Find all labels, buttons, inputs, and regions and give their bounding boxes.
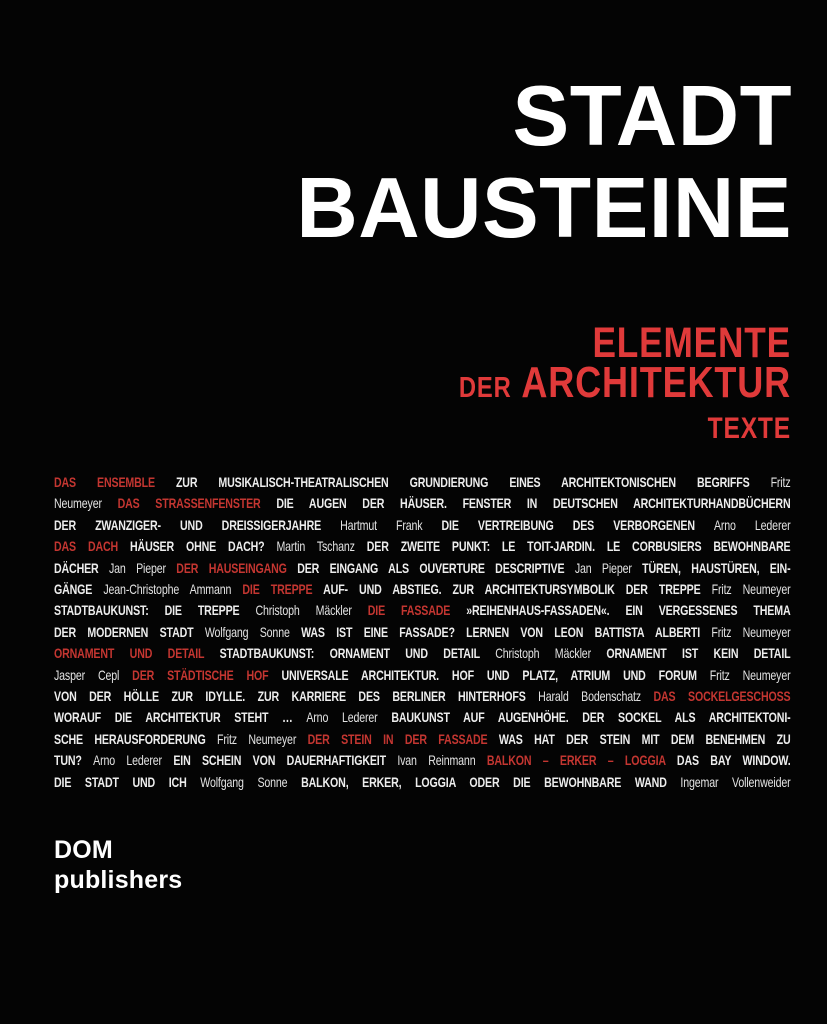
toc-keyword: DAS DACH [54, 539, 131, 555]
toc-title-text: »REIHENHAUS-FASSADEN«. EIN VERGESSENES THEMA [466, 603, 791, 619]
toc-title-text: WAS IST EINE FASSADE? LERNEN VON LEON BATTISTA ALBERTI [301, 624, 712, 640]
toc-line [54, 472, 790, 493]
toc-keyword: BALKON – ERKER – LOGGIA [486, 753, 677, 769]
toc-keyword: DAS STRASSENFENSTER [117, 496, 277, 512]
toc-author: Arno Lederer [93, 753, 174, 769]
toc-line [54, 750, 790, 771]
toc-keyword: DER STÄDTISCHE HOF [132, 667, 282, 683]
toc-line [54, 600, 790, 621]
toc-title-text: BAUKUNST AUF AUGENHÖHE. DER SOCKEL ALS ARCHITEKTONI- [391, 710, 791, 726]
toc-author: Christoph Mäckler [255, 603, 368, 619]
toc-title-text: WAS HAT DER STEIN MIT DEM BENEHMEN ZU [498, 731, 791, 747]
toc-title-text: STADTBAUKUNST: DIE TREPPE [54, 603, 256, 619]
toc-keyword: DAS SOCKELGESCHOSS [653, 689, 791, 705]
toc-author: Wolfgang Sonne [200, 774, 302, 790]
toc-keyword: DIE TREPPE [242, 582, 324, 598]
toc-line [54, 622, 790, 643]
toc-title-text: BALKON, ERKER, LOGGIA ODER DIE BEWOHNBARE WAND [301, 774, 681, 790]
subtitle-word-architektur: ARCHITEKTUR [521, 358, 791, 407]
subtitle-line-3: TEXTE [707, 412, 791, 445]
toc-author: Jean-Christophe Ammann [103, 582, 243, 598]
toc-author: Hartmut Frank [340, 517, 442, 533]
toc-title-text: UNIVERSALE ARCHITEKTUR. HOF UND PLATZ, ATRIUM UND FORUM [281, 667, 710, 683]
toc-title-text: TUN? [54, 753, 94, 769]
toc-line [54, 558, 790, 579]
toc-author: Ingemar Vollenweider [680, 774, 791, 790]
toc-title-text: DAS BAY WINDOW. [676, 753, 791, 769]
toc-author: Fritz Neumeyer [217, 731, 308, 747]
toc-author: Ivan Reinmann [397, 753, 487, 769]
toc-title-text: DÄCHER [54, 560, 109, 576]
toc-title-text: ORNAMENT IST KEIN DETAIL [606, 646, 791, 662]
toc-title-text: HÄUSER OHNE DACH? [130, 539, 277, 555]
toc-author: Harald Bodenschatz [538, 689, 654, 705]
toc-keyword: DAS ENSEMBLE [54, 475, 176, 490]
toc-author: Arno Lederer [713, 517, 791, 533]
toc-title-text: AUF- UND ABSTIEG. ZUR ARCHITEKTURSYMBOLIK DER TREPPE [323, 582, 712, 598]
toc-author: Jasper Cepl [54, 667, 133, 683]
toc-line [54, 643, 790, 664]
book-subtitle [458, 319, 791, 447]
subtitle-word-der: DER [458, 372, 512, 404]
toc-title-text: DER MODERNEN STADT [54, 624, 205, 640]
subtitle-line-1: ELEMENTE [592, 319, 791, 367]
toc-author: Fritz Neumeyer [711, 582, 791, 598]
toc-line [54, 665, 790, 686]
toc-line [54, 686, 790, 707]
toc-author: Fritz Neumeyer [709, 667, 791, 683]
toc-author: Martin Tschanz [276, 539, 367, 555]
toc-title-text: ZUR MUSIKALISCH-THEATRALISCHEN GRUNDIERUNG EINES ARCHITEKTONISCHEN BEGRIFFS [175, 475, 771, 490]
title-line-1: STADT [512, 69, 792, 164]
toc-title-text: DER ZWEITE PUNKT: LE TOIT-JARDIN. LE CORBUSIERS BEWOHNBARE [366, 539, 791, 555]
toc-title-text: GÄNGE [54, 582, 104, 598]
contents-paragraph [54, 472, 790, 793]
title-line-2: BAUSTEINE [296, 161, 792, 256]
toc-title-text: DER ZWANZIGER- UND DREISSIGERJAHRE [54, 517, 341, 533]
toc-line [54, 493, 790, 514]
toc-keyword: DIE FASSADE [367, 603, 467, 619]
toc-author: Fritz Neumeyer [711, 624, 791, 640]
toc-line [54, 515, 790, 536]
toc-title-text: TÜREN, HAUSTÜREN, EIN- [642, 560, 791, 576]
toc-title-text: SCHE HERAUSFORDERUNG [54, 731, 218, 747]
toc-author: Jan Pieper [574, 560, 643, 576]
publisher-logo [54, 836, 182, 895]
toc-title-text: EIN SCHEIN VON DAUERHAFTIGKEIT [173, 753, 398, 769]
subtitle-line-2 [458, 358, 791, 408]
toc-title-text: DIE STADT UND ICH [54, 774, 201, 790]
toc-line [54, 772, 790, 793]
toc-author: Wolfgang Sonne [204, 624, 302, 640]
toc-author: Neumeyer [54, 496, 118, 512]
toc-line [54, 579, 790, 600]
toc-title-text: VON DER HÖLLE ZUR IDYLLE. ZUR KARRIERE DES BERLINER HINTERHOFS [54, 689, 539, 705]
toc-line [54, 536, 790, 557]
toc-author: Jan Pieper [108, 560, 177, 576]
toc-title-text: STADTBAUKUNST: ORNAMENT UND DETAIL [219, 646, 496, 662]
toc-author: Fritz [770, 475, 791, 490]
toc-title-text: DIE VERTREIBUNG DES VERBORGENEN [441, 517, 714, 533]
toc-line [54, 729, 790, 750]
toc-author: Arno Lederer [306, 710, 392, 726]
toc-author: Christoph Mäckler [495, 646, 607, 662]
toc-keyword: ORNAMENT UND DETAIL [54, 646, 220, 662]
toc-keyword: DER STEIN IN DER FASSADE [307, 731, 499, 747]
toc-keyword: DER HAUSEINGANG [176, 560, 298, 576]
book-title [296, 71, 792, 255]
toc-line [54, 707, 790, 728]
toc-title-text: WORAUF DIE ARCHITEKTUR STEHT … [54, 710, 307, 726]
toc-title-text: DER EINGANG ALS OUVERTURE DESCRIPTIVE [297, 560, 575, 576]
publisher-name: DOM [54, 836, 113, 864]
publisher-suffix: publishers [54, 865, 183, 894]
toc-title-text: DIE AUGEN DER HÄUSER. FENSTER IN DEUTSCHEN ARCHITEKTURHANDBÜCHERN [276, 496, 791, 512]
